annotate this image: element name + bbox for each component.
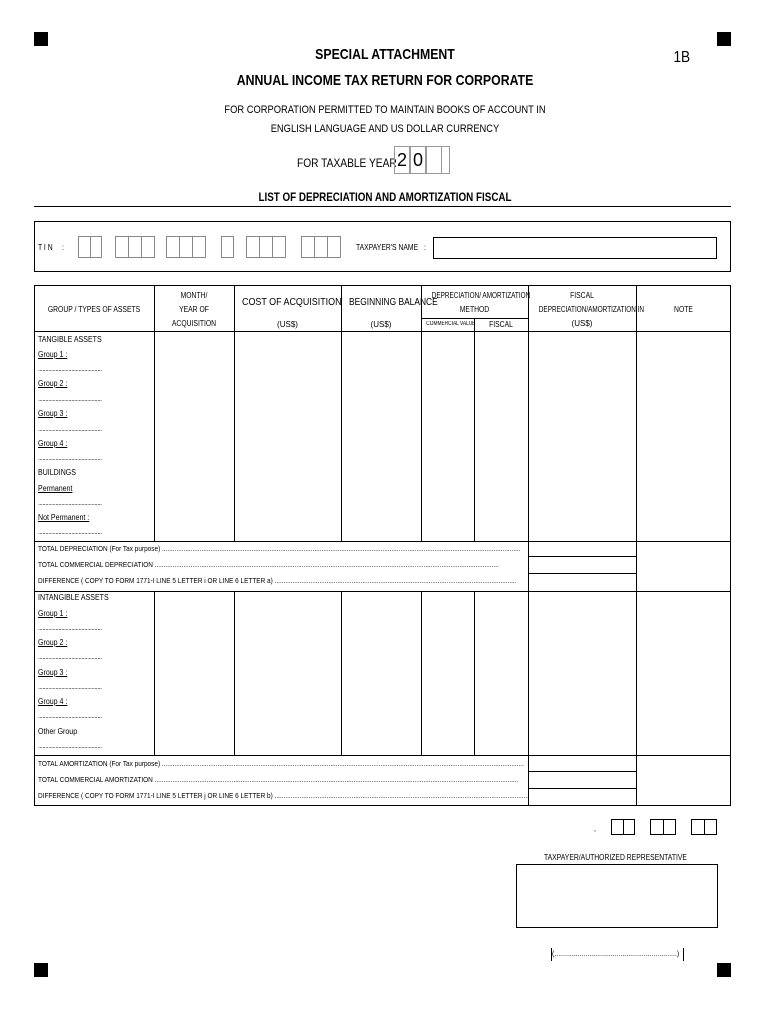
buildings-permanent: Permanent (38, 484, 73, 493)
date-month-field[interactable] (650, 819, 676, 835)
section-tangible-assets: TANGIBLE ASSETS (38, 335, 102, 344)
list-title: LIST OF DEPRECIATION AND AMORTIZATION FISCAL (258, 190, 512, 204)
tangible-group-2: Group 2 : (38, 379, 68, 388)
total-depreciation-input[interactable] (530, 557, 634, 572)
taxable-year-digit-4[interactable] (442, 146, 450, 174)
col-header-fiscal-dep-3: (US$) (571, 319, 593, 328)
tangible-group-3: Group 3 : (38, 409, 68, 418)
intangible-group-3: Group 3 : (38, 668, 68, 677)
date-year-field[interactable] (691, 819, 717, 835)
registration-mark-top-left (34, 32, 48, 46)
representative-label: TAXPAYER/AUTHORIZED REPRESENTATIVE (544, 853, 687, 862)
total-amortization-tax: TOTAL AMORTIZATION (For Tax purpose) .......................................................................................................................................................................................................... (38, 759, 524, 768)
taxable-year-digit-2[interactable]: 0 (410, 146, 426, 174)
form-number: 1B (673, 49, 691, 66)
buildings-not-permanent: Not Permanent : (38, 513, 90, 522)
form-title: SPECIAL ATTACHMENT (315, 46, 455, 63)
col-header-note: NOTE (674, 305, 693, 314)
total-commercial-amortization: TOTAL COMMERCIAL AMORTIZATION ........................................................................................................................................................................................................... (38, 775, 519, 784)
col-header-group: GROUP / TYPES OF ASSETS (47, 305, 141, 314)
intangible-group-2: Group 2 : (38, 638, 68, 647)
taxpayer-name-input[interactable] (433, 237, 717, 259)
taxpayer-name-label: TAXPAYER'S NAME (356, 243, 419, 252)
tin-field-2[interactable] (115, 236, 155, 258)
depreciation-difference: DIFFERENCE ( COPY TO FORM 1771-I LINE 5 LETTER i OR LINE 6 LETTER a) ....................................................................................................................................... (38, 576, 517, 585)
buildings-label: BUILDINGS (38, 468, 76, 477)
form-subtitle: ANNUAL INCOME TAX RETURN FOR CORPORATE (236, 72, 534, 89)
taxpayer-name-colon: : (424, 243, 426, 252)
tangible-group-1: Group 1 : (38, 350, 68, 359)
col-header-month-3: ACQUISITION (171, 319, 217, 328)
tin-label: T I N (38, 243, 53, 252)
signature-box[interactable] (516, 864, 718, 928)
tin-colon: : (62, 243, 64, 252)
col-header-beginning-unit: (US$) (370, 320, 392, 329)
form-description-line1: FOR CORPORATION PERMITTED TO MAINTAIN BOOKS OF ACCOUNT IN (224, 104, 546, 116)
tin-field-4[interactable] (221, 236, 234, 258)
registration-mark-bottom-left (34, 963, 48, 977)
taxable-year-digit-1[interactable]: 2 (394, 146, 410, 174)
col-header-beginning: BEGINNING BALANCE (349, 296, 438, 308)
date-comma: , (594, 824, 596, 833)
col-header-fiscal: FISCAL (489, 320, 513, 329)
tin-field-1[interactable] (78, 236, 102, 258)
col-header-commercial: COMMERCIAL VALUE (426, 321, 476, 327)
taxable-year-digit-3[interactable] (426, 146, 442, 174)
col-header-fiscal-dep-2: DEPRECIATION/AMORTIZATION IN (538, 305, 645, 314)
amortization-difference: DIFFERENCE ( COPY TO FORM 1771-I LINE 5 LETTER j OR LINE 6 LETTER b) .............................................................................................................................................. (38, 791, 530, 800)
registration-mark-bottom-right (717, 963, 731, 977)
registration-mark-top-right (717, 32, 731, 46)
tin-field-3[interactable] (166, 236, 206, 258)
col-header-method-1: DEPRECIATION/ AMORTIZATION (431, 291, 531, 300)
taxable-year-label: FOR TAXABLE YEAR (297, 156, 397, 170)
col-header-method-2: METHOD (459, 305, 490, 314)
total-commercial-depreciation: TOTAL COMMERCIAL DEPRECIATION ................................................................................................................................................................................................ (38, 560, 499, 569)
tin-field-6[interactable] (301, 236, 341, 258)
date-day-field[interactable] (611, 819, 635, 835)
intangible-group-4: Group 4 : (38, 697, 68, 706)
col-header-month-2: YEAR OF (179, 305, 209, 314)
col-header-cost-unit: (US$) (277, 320, 298, 329)
section-intangible-assets: INTANGIBLE ASSETS (38, 593, 109, 602)
tin-field-5[interactable] (246, 236, 286, 258)
form-description-line2: ENGLISH LANGUAGE AND US DOLLAR CURRENCY (270, 123, 500, 135)
col-header-month-1: MONTH/ (180, 291, 208, 300)
intangible-other-group: Other Group (38, 727, 78, 736)
signatory-name-line[interactable]: (...............................................................) (551, 948, 684, 961)
intangible-group-1: Group 1 : (38, 609, 68, 618)
total-amortization-input[interactable] (530, 772, 634, 787)
col-header-fiscal-dep-1: FISCAL (570, 291, 594, 300)
title-rule (34, 206, 731, 207)
tangible-group-4: Group 4 : (38, 439, 68, 448)
total-depreciation-tax: TOTAL DEPRECIATION (For Tax purpose) ........................................................................................................................................................................................................ (38, 544, 521, 553)
col-header-cost: COST OF ACQUISITION (242, 296, 342, 308)
